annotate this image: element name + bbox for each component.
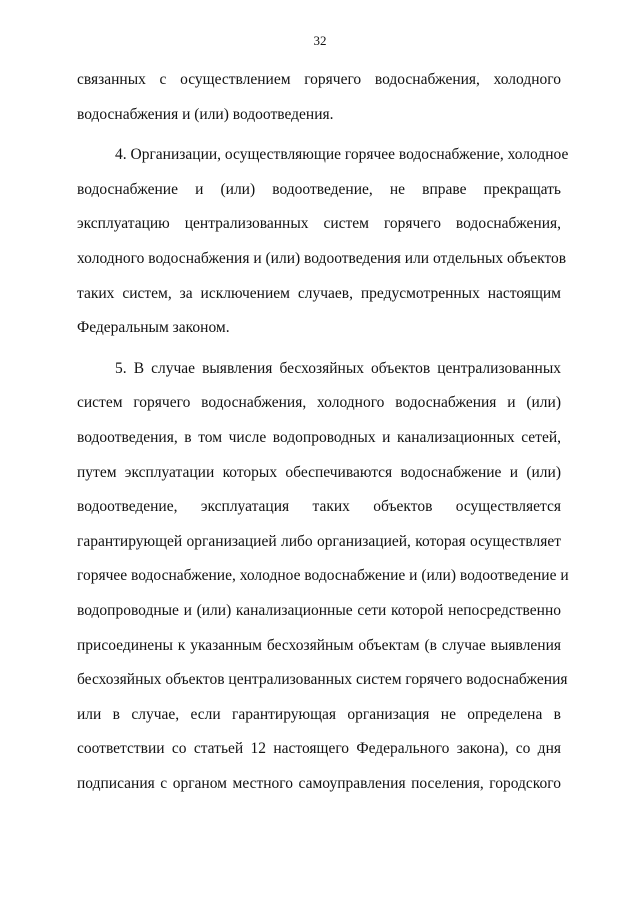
text-line: 4. Организации, осуществляющие горячее водоснабжение, холодное: [115, 146, 569, 164]
text-line: Федеральным законом.: [77, 319, 230, 337]
text-line: гарантирующей организацией либо организацией, которая осуществляет: [77, 532, 561, 550]
text-line: горячее водоснабжение, холодное водоснабжение и (или) водоотведение и: [77, 567, 569, 585]
text-line: 5. В случае выявления бесхозяйных объектов централизованных: [115, 359, 561, 377]
document-body: [77, 63, 569, 801]
text-line: связанных с осуществлением горячего водоснабжения, холодного: [77, 71, 561, 88]
page-number: 32: [313, 33, 327, 48]
paragraph-item-5: [77, 352, 569, 802]
text-line: путем эксплуатации которых обеспечиваются водоснабжение и (или): [77, 463, 561, 481]
text-line: холодного водоснабжения и (или) водоотведения или отдельных объектов: [77, 249, 567, 267]
text-line: водопроводные и (или) канализационные сети которой непосредственно: [77, 601, 561, 619]
text-line: водоотведение, эксплуатация таких объектов осуществляется: [77, 498, 561, 516]
paragraph-continuation: [77, 63, 561, 132]
text-line: бесхозяйных объектов централизованных систем горячего водоснабжения: [77, 671, 568, 689]
text-line: водоотведения, в том числе водопроводных и канализационных сетей,: [77, 428, 561, 446]
text-line: эксплуатацию централизованных систем горячего водоснабжения,: [77, 215, 561, 233]
text-line: таких систем, за исключением случаев, предусмотренных настоящим: [77, 284, 561, 302]
text-line: или в случае, если гарантирующая организация не определена в: [77, 705, 561, 723]
text-line: подписания с органом местного самоуправления поселения, городского: [77, 774, 561, 792]
text-line: присоединены к указанным бесхозяйным объектам (в случае выявления: [77, 636, 561, 654]
text-line: водоснабжения и (или) водоотведения.: [77, 105, 334, 123]
paragraph-item-4: [77, 138, 569, 346]
text-line: водоснабжение и (или) водоотведение, не вправе прекращать: [77, 180, 561, 198]
text-line: соответствии со статьей 12 настоящего Федерального закона), со дня: [77, 740, 561, 758]
text-line: систем горячего водоснабжения, холодного водоснабжения и (или): [77, 394, 561, 412]
